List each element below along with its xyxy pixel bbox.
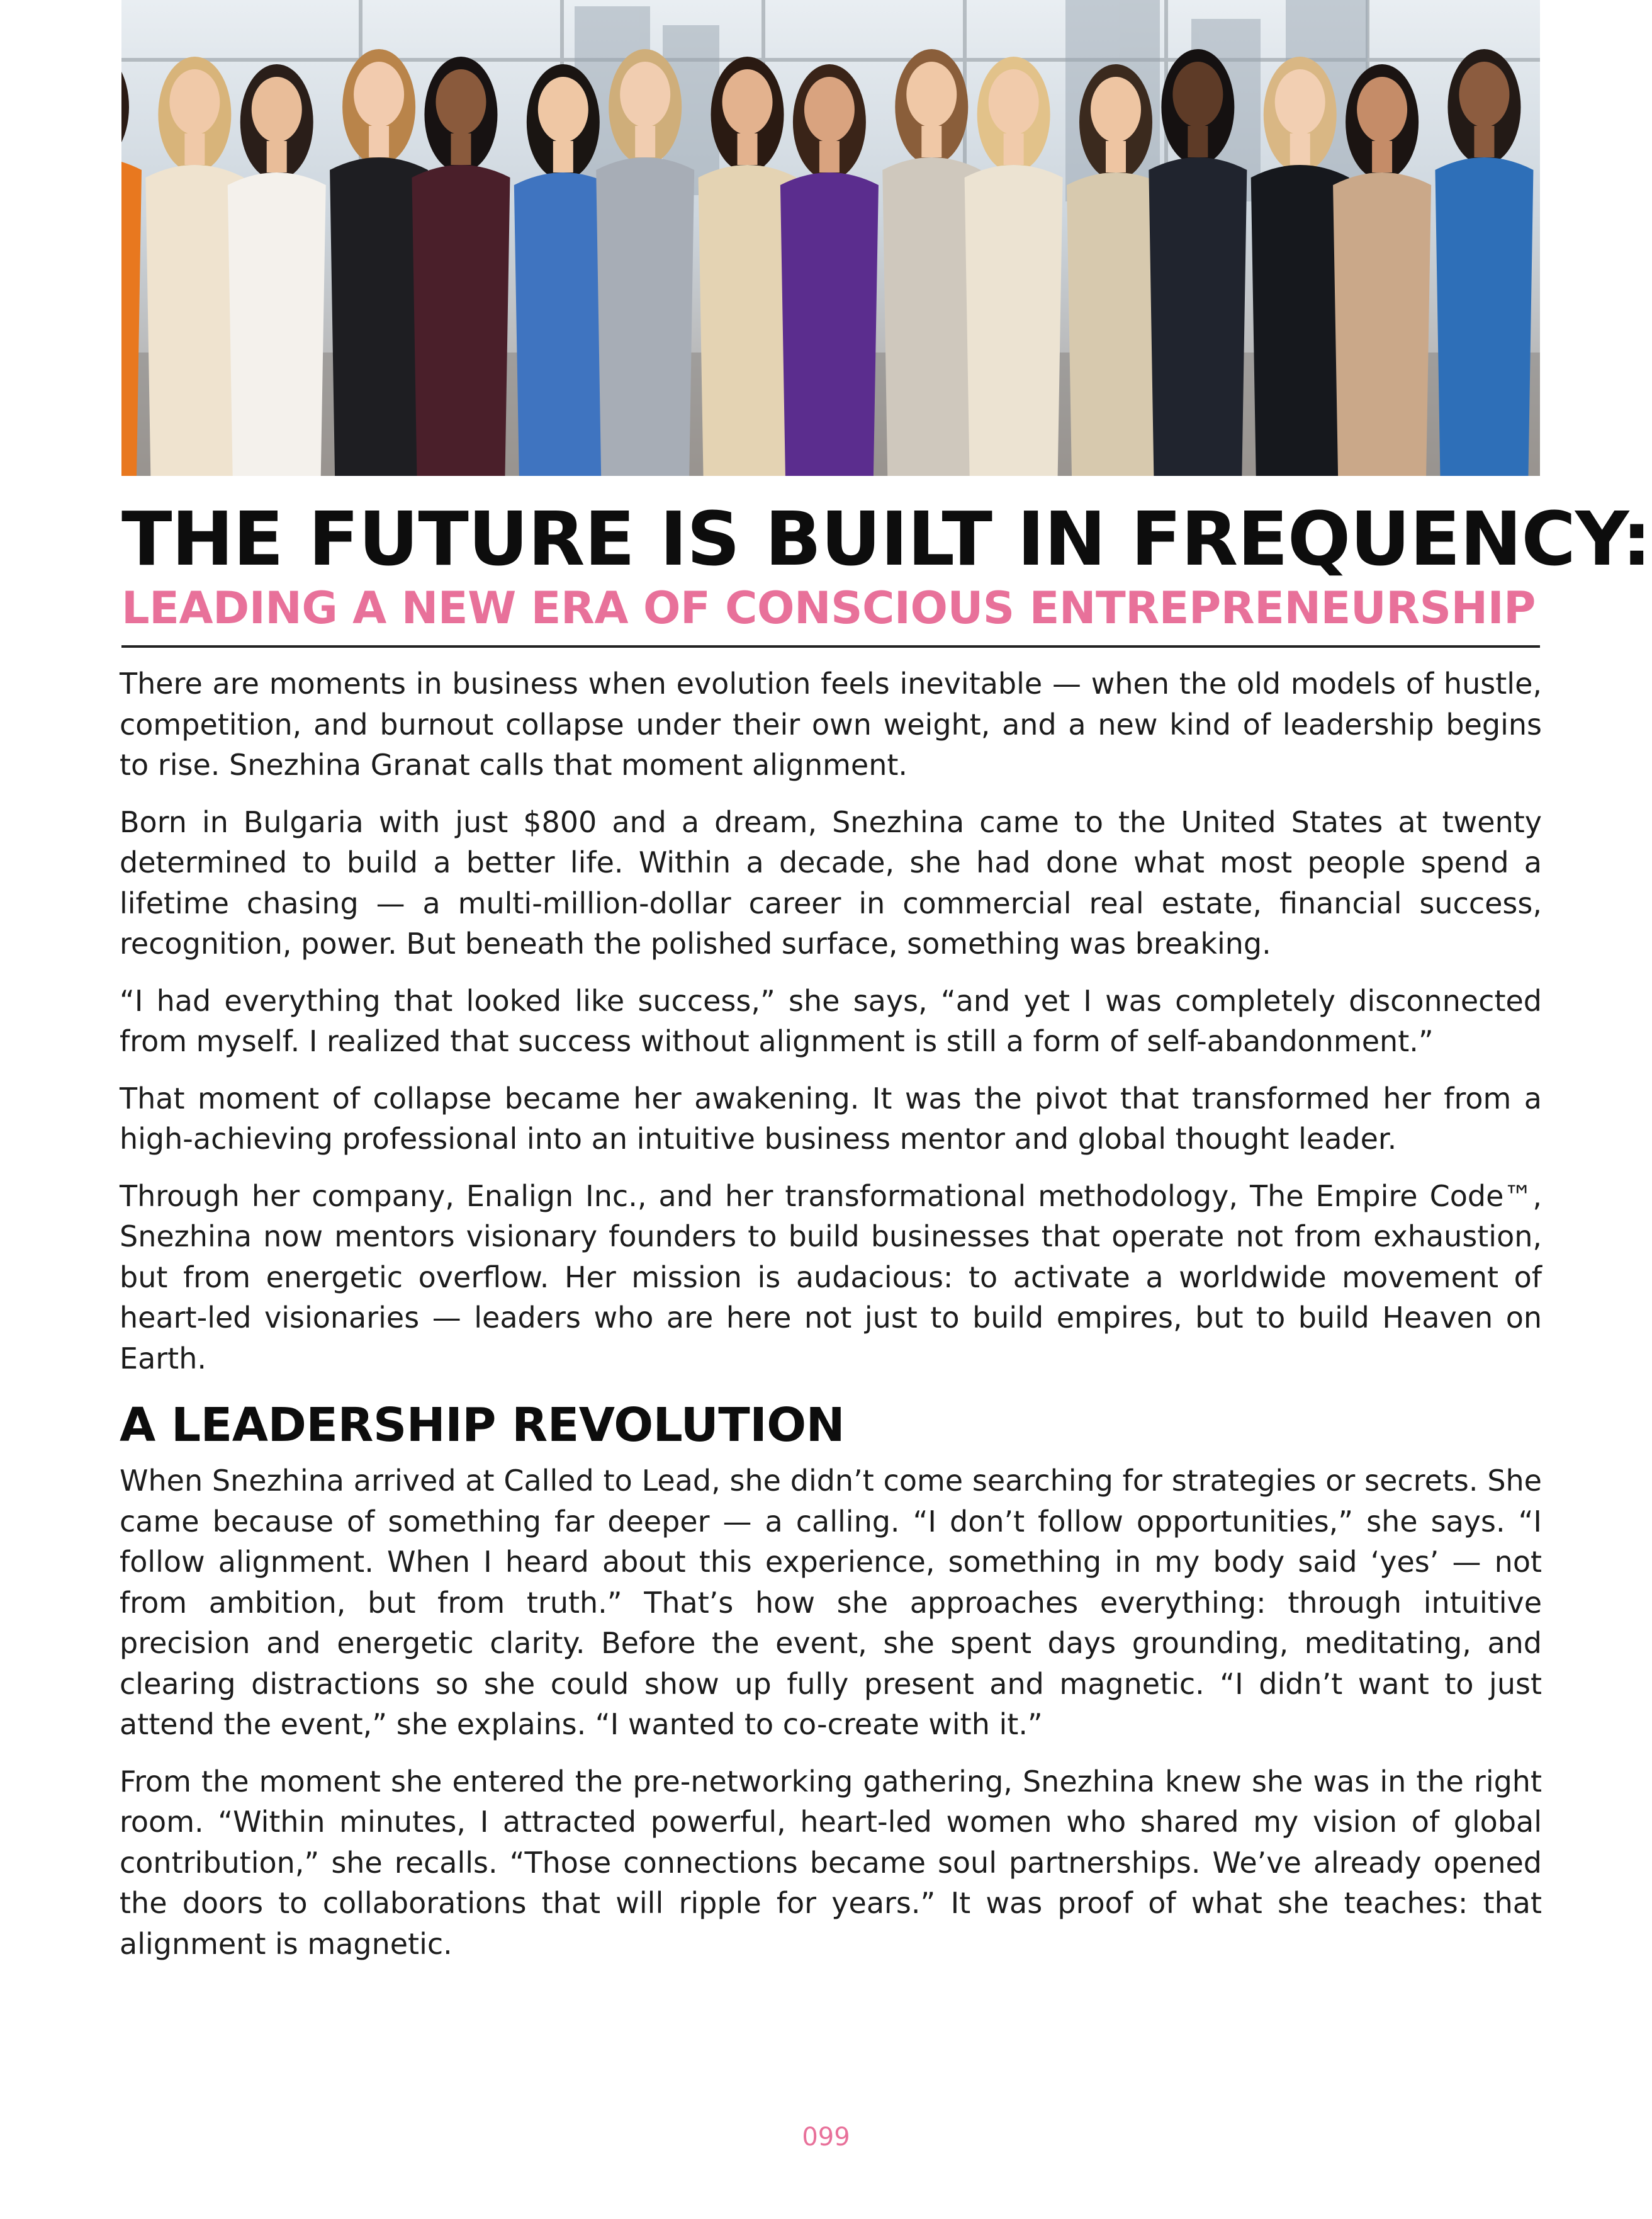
group-photo xyxy=(121,0,1540,476)
group-photo-illustration xyxy=(121,0,1540,476)
body-paragraph: “I had everything that looked like success,” she says, “and yet I was completely disconnected from myself. I realized that success without alignment is still a form of self-abandonment.” xyxy=(120,983,1542,1058)
body-paragraph: When Snezhina arrived at Called to Lead, she didn’t come searching for strategies or secrets. She came because of something far deeper — a calling. “I don’t follow opportunities,” she says. “I follow alignment. When I heard about this experience, something in my body said ‘yes’ — not from ambition, but from truth.” That’s how she approaches everything: through intuitive precision and energetic clarity. Before the event, she spent days grounding, meditating, and clearing distractions so she could show up fully present and magnetic. “I didn’t want to just attend the event,” she explains. “I wanted to co-create with it.” xyxy=(120,1464,1542,1741)
body-paragraph: From the moment she entered the pre-networking gathering, Snezhina knew she was in the right room. “Within minutes, I attracted powerful, heart-led women who shared my vision of global contribution,” she recalls. “Those connections became soul partnerships. We’ve already opened the doors to collaborations that will ripple for years.” It was proof of what she teaches: that alignment is magnetic. xyxy=(120,1764,1542,1961)
body-paragraph: There are moments in business when evolution feels inevitable — when the old models of hustle, competition, and burnout collapse under their own weight, and a new kind of leadership begins to rise. Snezhina Granat calls that moment alignment. xyxy=(120,667,1542,782)
person-figure xyxy=(1435,49,1533,476)
title-divider xyxy=(121,645,1540,648)
person-figure xyxy=(965,57,1063,476)
person-figure xyxy=(1333,64,1431,476)
person-figure xyxy=(228,64,326,476)
person-figure xyxy=(514,64,612,476)
article-body xyxy=(120,663,1542,1980)
person-figure xyxy=(330,49,428,476)
article-title: THE FUTURE IS BUILT IN FREQUENCY: xyxy=(121,495,1651,582)
person-figure xyxy=(1149,49,1247,476)
article-subtitle: LEADING A NEW ERA OF CONSCIOUS ENTREPRENEURSHIP xyxy=(121,582,1536,634)
person-figure xyxy=(1067,64,1165,476)
section-heading: A LEADERSHIP REVOLUTION xyxy=(120,1398,845,1452)
body-paragraph: Through her company, Enalign Inc., and her transformational methodology, The Empire Code™, Snezhina now mentors visionary founders to build businesses that operate not from exhaustion, but from energetic overflow. Her mission is audacious: to activate a worldwide movement of heart-led visionaries — leaders who are here not just to build empires, but to build Heaven on Earth. xyxy=(120,1178,1542,1375)
body-paragraph: Born in Bulgaria with just $800 and a dream, Snezhina came to the United States at twenty determined to build a better life. Within a decade, she had done what most people spend a lifetime chasing — a multi-million-dollar career in commercial real estate, financial success, recognition, power. But beneath the polished surface, something was breaking. xyxy=(120,805,1542,961)
person-figure xyxy=(882,49,981,476)
person-figure xyxy=(412,57,510,476)
body-paragraph: That moment of collapse became her awakening. It was the pivot that transformed her from a high-achieving professional into an intuitive business mentor and global thought leader. xyxy=(120,1081,1542,1156)
page-number: 099 xyxy=(802,2123,850,2152)
person-figure xyxy=(596,49,694,476)
person-figure xyxy=(780,64,879,476)
